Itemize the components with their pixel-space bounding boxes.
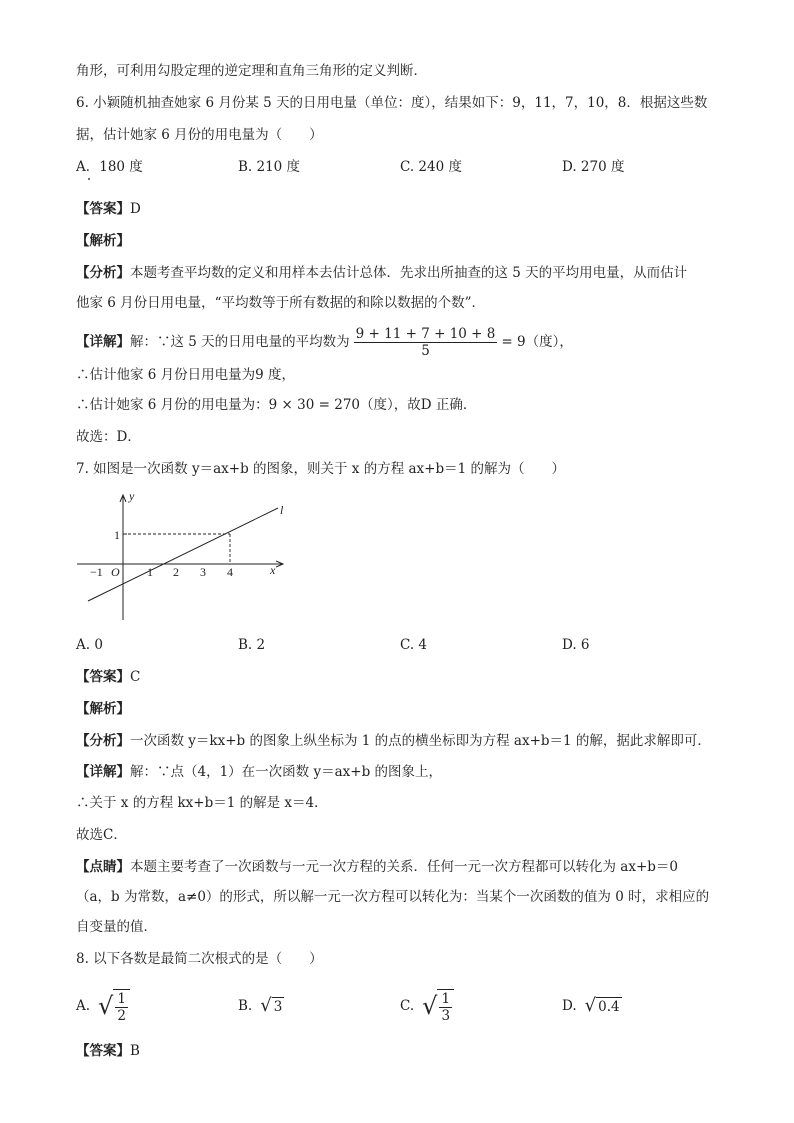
q8-stem: 8. 以下各数是最简二次根式的是（ ）	[76, 951, 323, 967]
q6-fenxi-line1	[76, 264, 687, 282]
y-axis-label: y	[129, 489, 135, 503]
sqrt-expression	[422, 989, 454, 1024]
tick-label-y1: 1	[114, 528, 120, 542]
q8-answer	[76, 1042, 140, 1060]
answer-tag: 【答案】	[76, 1043, 130, 1059]
detail-tag: 【详解】	[76, 334, 130, 350]
fenxi-tag: 【分析】	[76, 265, 130, 281]
sqrt-expression	[260, 994, 284, 1018]
q8-option-b	[238, 984, 284, 1028]
fenxi-tag: 【分析】	[76, 733, 130, 749]
q8-option-a	[76, 984, 130, 1028]
option-label: D.	[562, 998, 577, 1014]
radicand	[113, 989, 130, 1024]
q6-detail	[76, 322, 573, 362]
answer-tag: 【答案】	[76, 201, 130, 217]
radicand: 3	[273, 999, 283, 1015]
option-label: B.	[238, 998, 253, 1014]
q8-option-c	[400, 984, 454, 1028]
q7-jiexi-heading: 【解析】	[76, 701, 130, 717]
radicand: 0.4	[598, 999, 620, 1015]
answer-value: D	[130, 201, 141, 217]
q7-option-c: C. 4	[400, 637, 428, 653]
tick-label-x1: 1	[147, 565, 153, 579]
dianjing-tag: 【点睛】	[76, 859, 130, 875]
q6-answer	[76, 200, 141, 218]
q7-stem: 7. 如图是一次函数 y＝ax+b 的图象，则关于 x 的方程 ax+b＝1 的解为（ ）	[76, 461, 565, 477]
fraction-numerator: 9 + 11 + 7 + 10 + 8	[355, 325, 496, 342]
q6-choose: 故选：D．	[76, 429, 141, 445]
q6-option-c: C. 240 度	[400, 159, 462, 175]
tick-label-xneg1: −1	[90, 565, 103, 579]
q7-option-d: D. 6	[562, 637, 590, 653]
answer-value: C	[130, 669, 141, 685]
average-fraction	[354, 326, 498, 359]
q6-option-a: A．180 度	[76, 159, 143, 175]
answer-value: B	[130, 1043, 140, 1059]
tick-label-x4: 4	[227, 565, 233, 579]
answer-tag: 【答案】	[76, 669, 130, 685]
radical-sign: √	[584, 995, 597, 1016]
option-label: A.	[76, 998, 91, 1014]
q7-step2: ∴关于 x 的方程 kx+b＝1 的解是 x＝4．	[76, 795, 328, 811]
fenxi-text: 本题考查平均数的定义和用样本去估计总体．先求出所抽查的这 5 天的平均用电量，从而估计	[130, 265, 688, 281]
radicand	[437, 989, 454, 1024]
q7-dianjing-line3: 自变量的值．	[76, 919, 157, 935]
fraction-numerator: 1	[441, 990, 451, 1007]
q6-jiexi-heading: 【解析】	[76, 233, 130, 249]
q6-option-b: B. 210 度	[238, 159, 301, 175]
option-label: C.	[400, 998, 415, 1014]
detail-text: 解：∵这 5 天的日用电量的平均数为	[130, 334, 350, 350]
stray-dot	[88, 178, 90, 180]
detail-result: = 9（度），	[501, 334, 573, 350]
tick-label-x3: 3	[200, 565, 206, 579]
origin-label: O	[111, 565, 120, 579]
detail-text: 解：∵点（4，1）在一次函数 y＝ax+b 的图象上，	[130, 764, 443, 780]
q8-option-d	[562, 984, 622, 1028]
radical-sign: √	[422, 992, 438, 1020]
linear-function-graph	[72, 488, 297, 628]
q7-dianjing-line1	[76, 858, 678, 876]
radical-sign: √	[98, 992, 114, 1020]
q7-dianjing-line2: （a，b 为常数，a≠0）的形式，所以解一元一次方程可以转化为：当某个一次函数的值为 0 时，求相应的	[76, 889, 710, 905]
q7-option-b: B. 2	[238, 637, 266, 653]
q7-detail	[76, 763, 442, 781]
q6-stem-line1: 6. 小颖随机抽查她家 6 月份某 5 天的日用电量（单位：度），结果如下：9，11，7，10，8．根据这些数	[76, 95, 708, 111]
radical-sign: √	[260, 995, 272, 1016]
q6-step3: ∴估计她家 6 月份的用电量为：9 × 30 = 270（度），故D 正确．	[76, 397, 477, 413]
q7-answer	[76, 668, 140, 686]
tick-label-x2: 2	[173, 565, 179, 579]
q7-choose: 故选C．	[76, 827, 127, 843]
fraction-denominator: 5	[421, 342, 430, 359]
q6-option-d: D. 270 度	[562, 159, 625, 175]
continuation-text: 角形，可利用勾股定理的逆定理和直角三角形的定义判断．	[76, 63, 427, 79]
detail-tag: 【详解】	[76, 764, 130, 780]
radicand-fraction	[115, 991, 128, 1024]
q6-fenxi-line2: 他家 6 月份日用电量，“平均数等于所有数据的和除以数据的个数”．	[76, 295, 485, 311]
dianjing-text: 本题主要考查了一次函数与一元一次方程的关系．任何一元一次方程都可以转化为 ax+b＝0	[130, 859, 678, 875]
x-axis-label: x	[270, 563, 276, 577]
sqrt-expression	[98, 989, 130, 1024]
function-line	[88, 508, 278, 601]
line-label: l	[280, 503, 284, 517]
fraction-numerator: 1	[117, 990, 126, 1007]
q7-fenxi	[76, 732, 711, 750]
q6-stem-line2: 据，估计她家 6 月份的用电量为（ ）	[76, 127, 323, 143]
fenxi-text: 一次函数 y＝kx+b 的图象上纵坐标为 1 的点的横坐标即为方程 ax+b＝1 的解，据此求解即可．	[130, 733, 711, 749]
q6-step2: ∴估计他家 6 月份日用电量为9 度，	[76, 367, 296, 383]
radicand-fraction	[439, 991, 452, 1024]
fraction-denominator: 2	[117, 1007, 126, 1024]
q7-option-a: A. 0	[76, 637, 103, 653]
sqrt-expression	[585, 994, 622, 1018]
fraction-denominator: 3	[441, 1007, 451, 1024]
